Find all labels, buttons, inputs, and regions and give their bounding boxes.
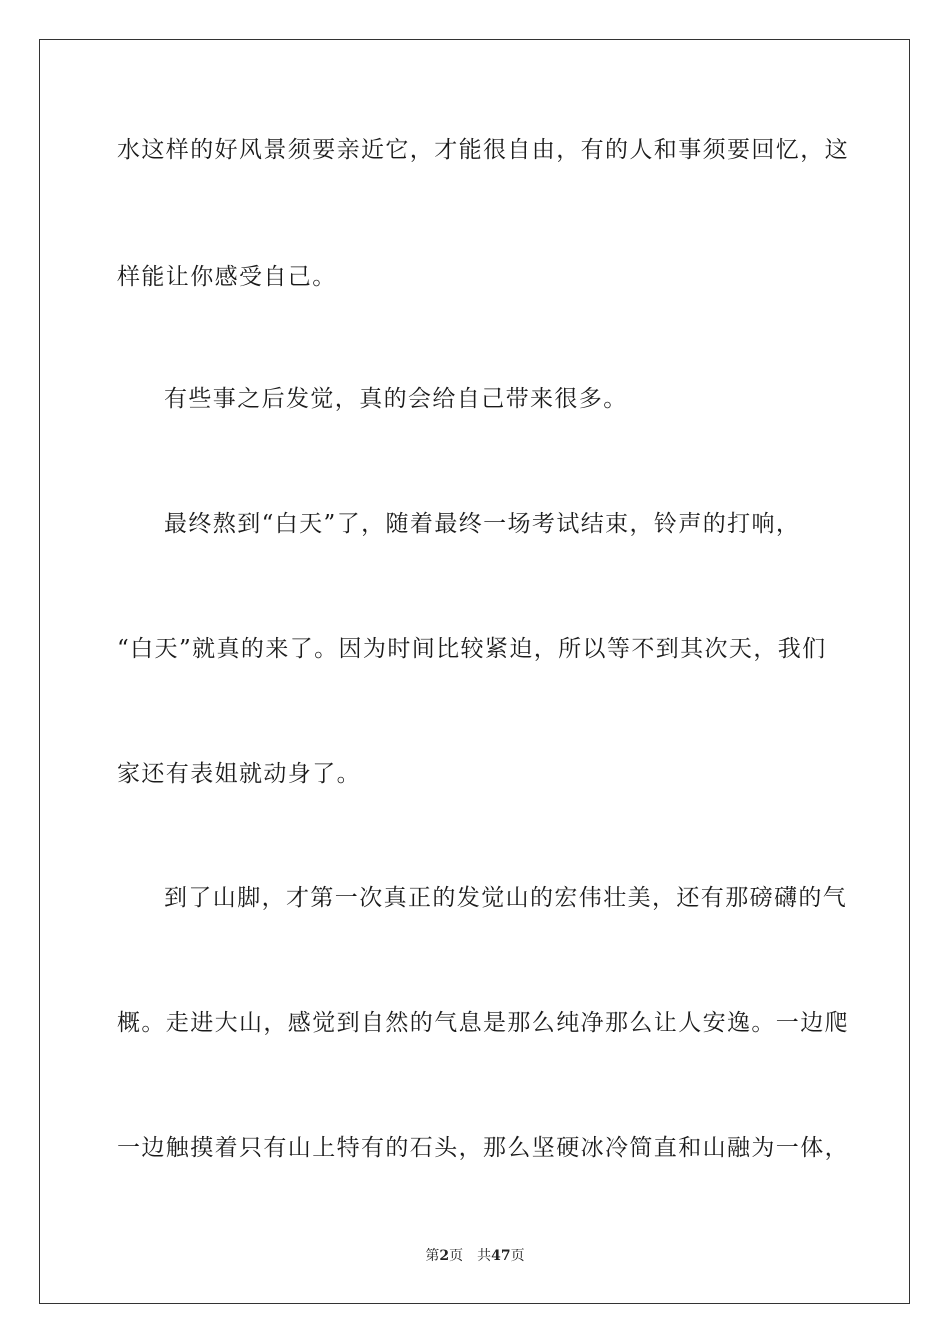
paragraph-line-6: 家还有表姐就动身了。 bbox=[117, 761, 361, 787]
total-suffix: 页 bbox=[510, 1248, 525, 1264]
total-prefix: 共 bbox=[477, 1248, 492, 1264]
paragraph-line-2: 样能让你感受自己。 bbox=[117, 264, 337, 290]
page-prefix: 第 bbox=[425, 1248, 440, 1264]
page-number: 2 bbox=[439, 1248, 450, 1264]
page-suffix: 页 bbox=[449, 1248, 464, 1264]
page-frame bbox=[39, 39, 910, 1304]
paragraph-line-3: 有些事之后发觉，真的会给自己带来很多。 bbox=[164, 386, 628, 412]
total-pages: 47 bbox=[491, 1248, 511, 1264]
paragraph-line-7: 到了山脚，才第一次真正的发觉山的宏伟壮美，还有那磅礴的气 bbox=[164, 885, 848, 911]
paragraph-line-9: 一边触摸着只有山上特有的石头，那么坚硬冰冷简直和山融为一体， bbox=[117, 1135, 849, 1161]
page-footer bbox=[0, 1247, 950, 1265]
paragraph-line-5: “白天”就真的来了。因为时间比较紧迫，所以等不到其次天，我们 bbox=[117, 636, 827, 662]
paragraph-line-4: 最终熬到“白天”了，随着最终一场考试结束，铃声的打响， bbox=[164, 511, 801, 537]
paragraph-line-8: 概。走进大山，感觉到自然的气息是那么纯净那么让人安逸。一边爬 bbox=[117, 1010, 849, 1036]
paragraph-line-1: 水这样的好风景须要亲近它，才能很自由，有的人和事须要回忆，这 bbox=[117, 137, 849, 163]
